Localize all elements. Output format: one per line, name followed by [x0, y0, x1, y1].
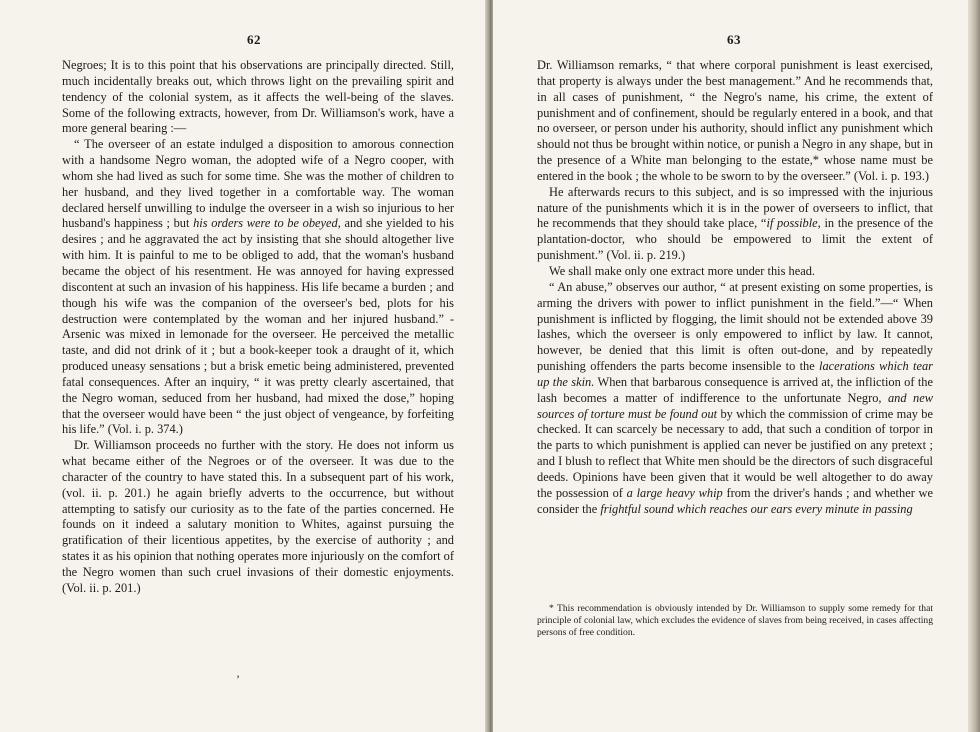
text-run: When that barbarous consequence is arrived at, the infliction of the lash becomes a matter of indifference to the unfortunate Negro,: [537, 374, 933, 405]
italic-phrase: his orders were to be obeyed,: [193, 216, 341, 231]
italic-phrase: lacerations which tear up the skin.: [537, 359, 933, 389]
text-run: in the presence of the plantation-doctor, who should be empowered to limit the extent of punishment.” (Vol. ii. p. 219.): [537, 216, 933, 263]
text-run: “ An abuse,” observes our author, “ at present existing on some properties, is arming the drivers with power to inflict punishment in the field.”—“ When punishment is inflicted by flogging, the limit should not be extended above 39 lashes, which the overseer is only empowered to inflict by law. It cannot, however, be denied that this limit is often out-done, and by repeatedly punishing offenders the parts become insensible to the: [537, 279, 933, 374]
paragraph: [62, 137, 454, 438]
left-page: [0, 0, 487, 732]
footnote: * This recommendation is obviously intended by Dr. Williamson to supply some remedy for that principle of colonial law, which excludes the evidence of slaves from being received, in cases affecting persons of free condition.: [537, 603, 933, 638]
quote-text: and she yielded to his desires ; and he aggravated the act by insisting that she should altogether live with him. It is painful to me to be obliged to add, that the woman's husband became the object of his resentment. He was annoyed for having expressed discontent at such an invasion of his happiness. His life became a burden ; and though his wife was the companion of the overseer's bed, plots for his destruction were contemplated by the woman and her injured husband.” - Arsenic was mixed in lemonade for the overseer. He perceived the metallic taste, and did not drink of it ; but a book-keeper took a draught of it, which produced uneasy sensations ; but a brisk emetic being administered, prevented fatal consequences. After an inquiry, “ it was pretty clearly ascertained, that the Negro woman, seduced from her husband, had mixed the dose,” hoping that the overseer would have been “ the just object of vengeance, by forfeiting his life.” (Vol. i. p. 374.): [62, 216, 455, 437]
paragraph: Negroes; It is to this point that his observations are principally directed. Still, much incidentally breaks out, which throws light on the prevailing spirit and tendency of the colonial system, as it affects the well-being of the slaves. Some of the following extracts, however, from Dr. Williamson's work, have a more general bearing :—: [62, 58, 454, 136]
left-page-body: [62, 58, 454, 597]
italic-phrase: if possible,: [766, 216, 821, 231]
book-edge-right: [968, 0, 980, 732]
stray-mark: ’: [236, 672, 240, 686]
paragraph: Dr. Williamson proceeds no further with the story. He does not inform us what became either of the Negroes or of the overseer. It was due to the character of the country to have stated this. In a subsequent part of his work, (vol. ii. p. 201.) he again briefly adverts to the occurrence, but without attempting to satisfy our curiosity as to the fate of the parties concerned. He founds on it indeed a salutary monition to Whites, against pursuing the gratification of their licentious appetites, by the exercise of authority ; and states it as his opinion that nothing operates more injuriously on the comfort of the Negro women than such cruel invasions of their domestic enjoyments. (Vol. ii. p. 201.): [62, 438, 454, 595]
italic-phrase: frightful sound which reaches our ears every minute in passing: [600, 501, 913, 516]
paragraph: [537, 185, 933, 264]
right-page: [493, 0, 980, 732]
paragraph: Dr. Williamson remarks, “ that where corporal punishment is least exercised, that property is always under the best management.” And he recommends that, in all cases of punishment, “ the Negro's name, his crime, the extent of punishment and of confinement, should be regularly entered in a book, and that no overseer, or person under his authority, should inflict any punishment which should not thus be brought within notice, or punish a Negro in any shape, but in the presence of a White man belonging to the estate,* whose name must be entered in the book ; the whole to be sworn to by the overseer.” (Vol. i. p. 193.): [537, 58, 933, 183]
page-number-left: 62: [247, 32, 261, 47]
quote-text: “ The overseer of an estate indulged a disposition to amorous connection with a handsome Negro woman, the adopted wife of a Negro cooper, with whom she had lived as such for some time. She was the mother of children to her husband, and they lived together in a comfortable way. The woman declared herself unwilling to indulge the overseer in a wish so injurious to her husband's happiness ; but: [62, 137, 454, 231]
right-page-body: [537, 58, 933, 517]
paragraph: We shall make only one extract more under this head.: [549, 263, 815, 278]
italic-phrase: and new sources of torture must be found out: [537, 390, 933, 421]
text-run: from the driver's hands ; and whether we consider the: [537, 485, 933, 516]
paragraph: [537, 280, 933, 518]
text-run: He afterwards recurs to this subject, and is so impressed with the injurious nature of the punishments which it is in the power of overseers to inflict, that he recommends that they should take place, “: [537, 184, 933, 231]
page-number-right: 63: [727, 32, 741, 47]
text-run: by which the commission of crime may be checked. It can scarcely be necessary to add, that such a condition of torpor in the parts to which punishment is applied can never be justified on any pretext ; and I blush to reflect that White men should be the directors of such disgraceful deeds. Opinions have been given that it would be well altogether to do away the possession of: [537, 406, 933, 500]
italic-phrase: a large heavy whip: [626, 485, 723, 500]
